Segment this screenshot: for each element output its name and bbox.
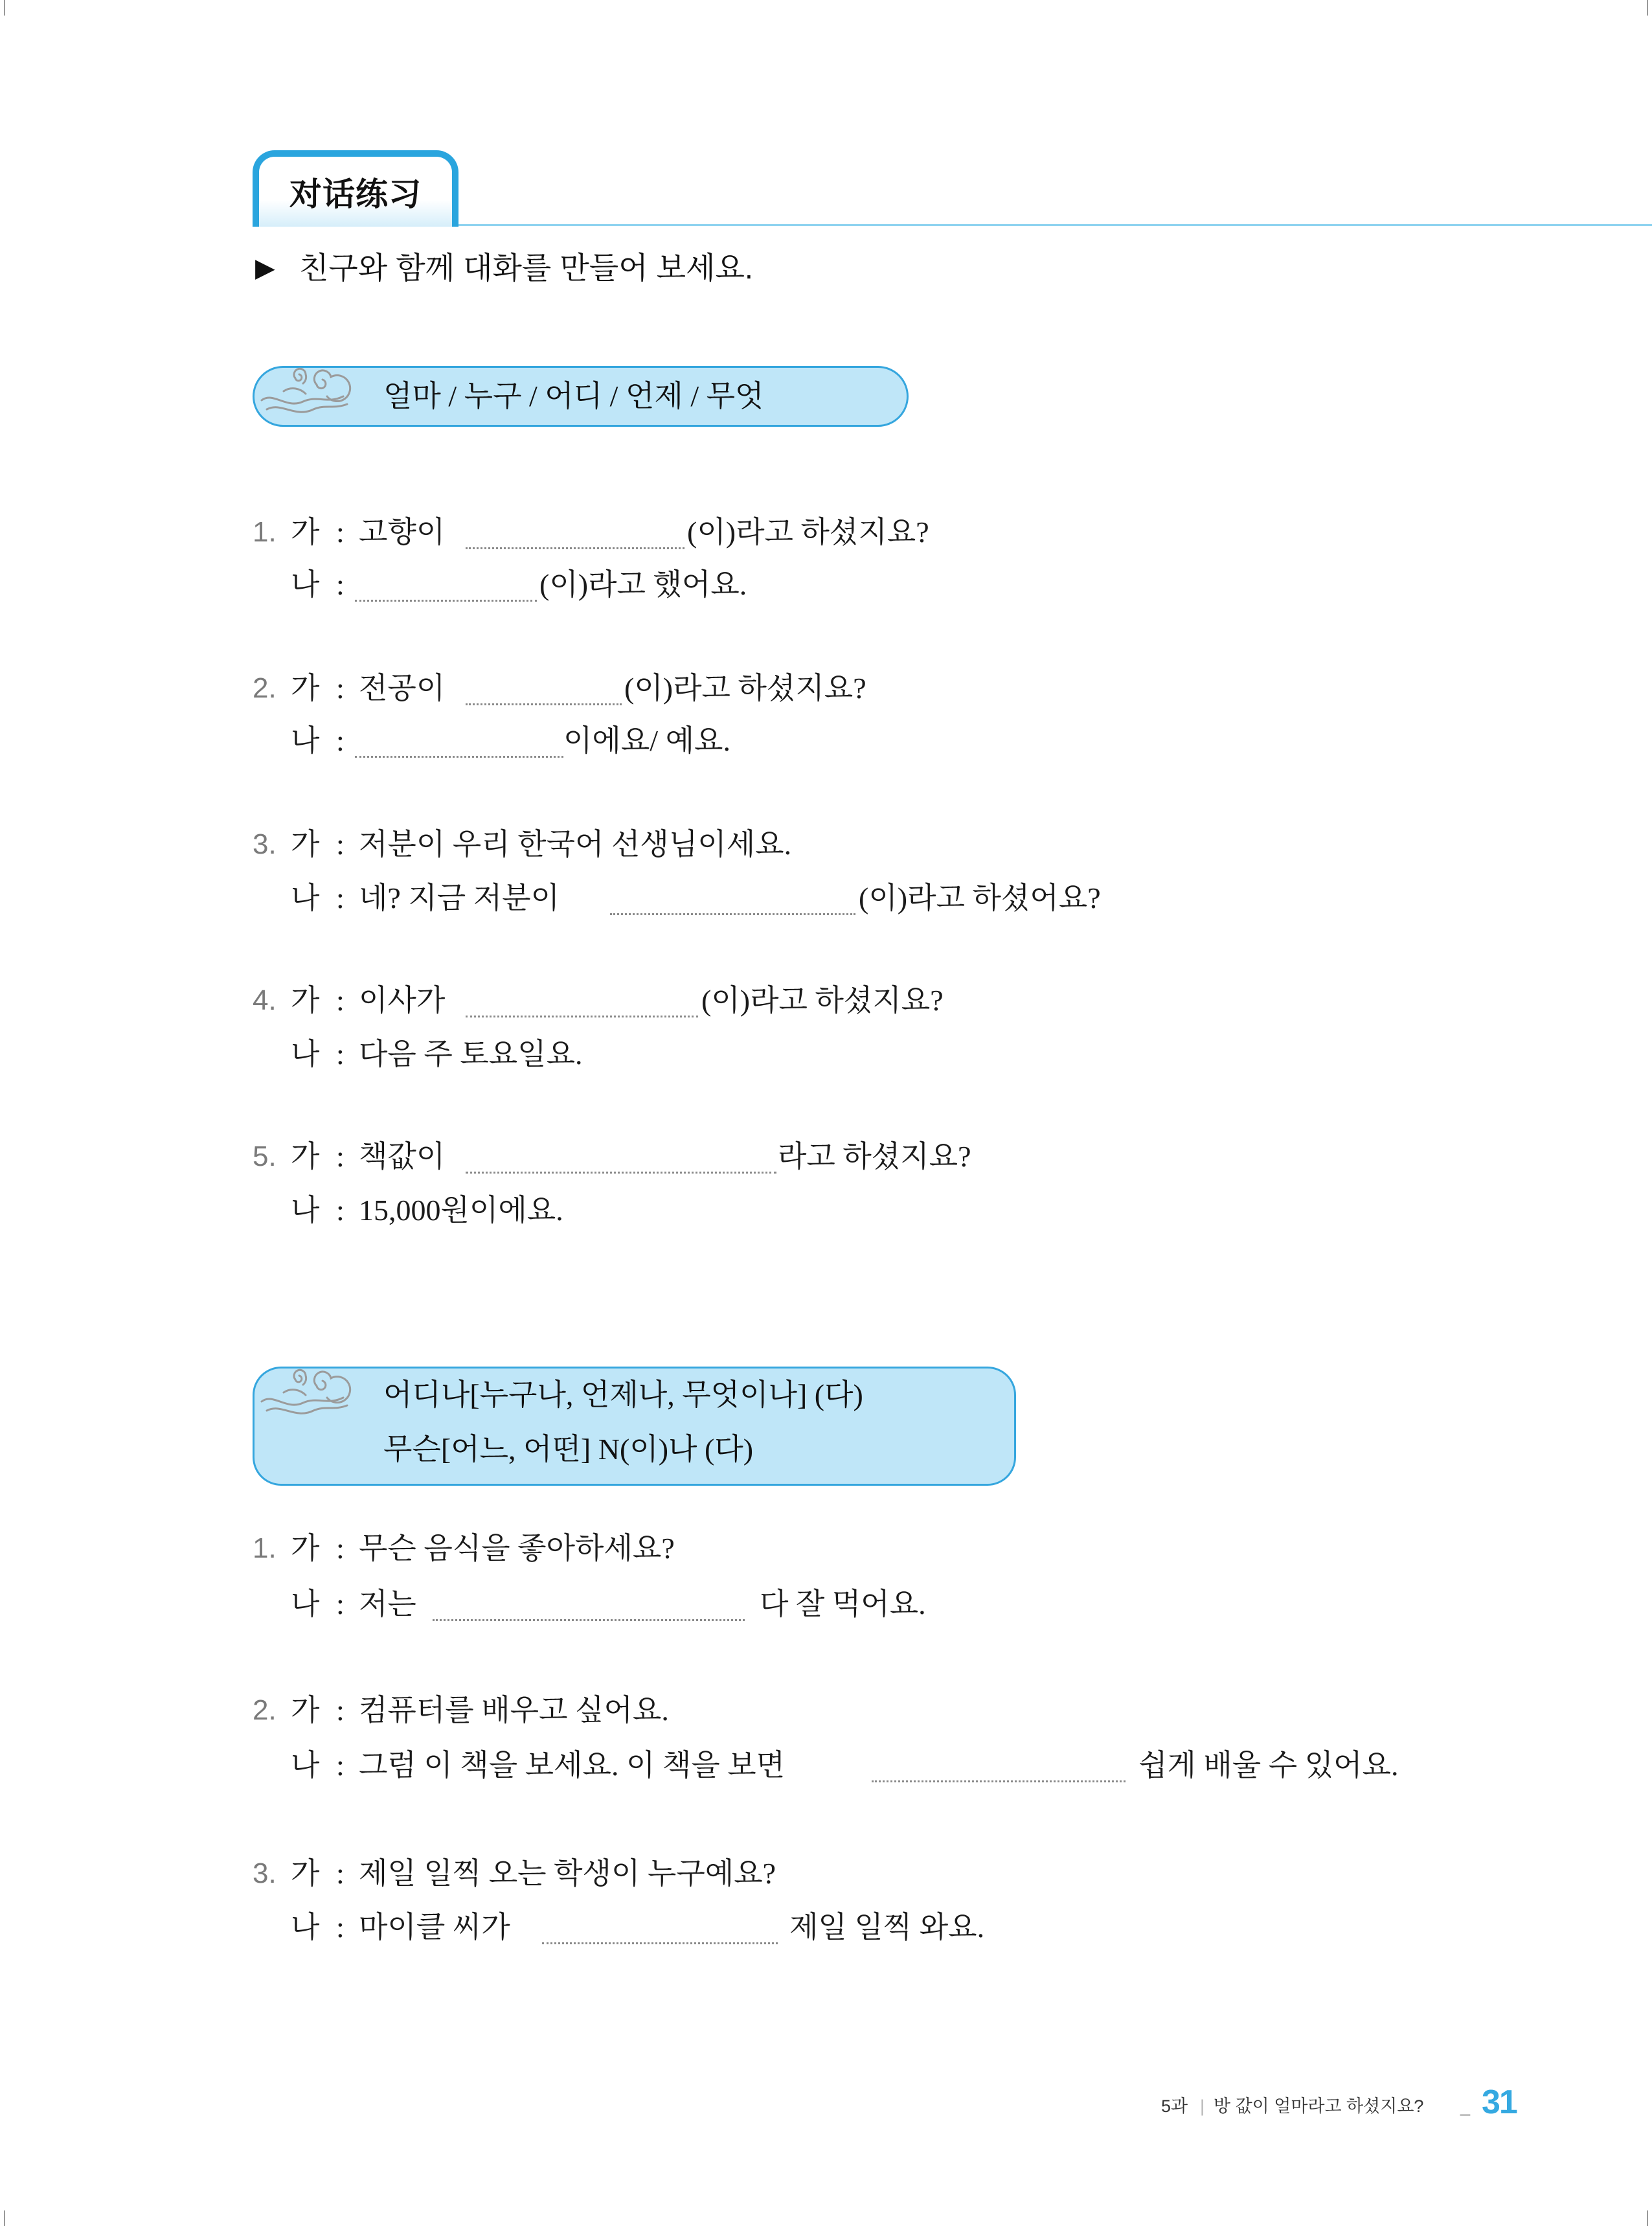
speaker-separator: : [336, 1911, 345, 1944]
exercise-line [0, 1137, 1652, 1176]
prompt-text-after: 라고 하셨지요? [778, 1140, 971, 1173]
answer-blank [610, 913, 855, 915]
section-tab-title: 对话练习 [289, 176, 422, 212]
exercise-line [0, 1035, 1652, 1074]
exercise-line [0, 981, 1652, 1020]
item-number: 2. [253, 672, 277, 704]
speaker-separator: : [336, 724, 345, 757]
speaker-separator: : [336, 672, 345, 705]
header-rule [458, 224, 1652, 226]
prompt-text: 다음 주 토요일요. [359, 1038, 583, 1071]
prompt-text-after: 제일 일찍 와요. [789, 1911, 985, 1944]
prompt-text: 책값이 [359, 1140, 446, 1173]
page-number: 31 [1482, 2084, 1517, 2121]
speaker-a: 가 [291, 516, 320, 549]
answer-blank [466, 1172, 776, 1174]
speaker-separator: : [336, 516, 345, 549]
speaker-separator: : [336, 1140, 345, 1173]
answer-blank [355, 600, 537, 602]
speaker-separator: : [336, 1694, 345, 1727]
exercise-line [0, 1908, 1652, 1947]
prompt-text: 컴퓨터를 배우고 싶어요. [359, 1694, 669, 1727]
crop-mark [4, 2210, 5, 2226]
exercise-line [0, 721, 1652, 760]
speaker-b: 나 [291, 881, 320, 914]
exercise-line [0, 565, 1652, 604]
speaker-b: 나 [291, 1587, 320, 1620]
section-tab [253, 150, 458, 227]
prompt-text: 전공이 [359, 672, 446, 705]
page-footer [0, 2084, 1652, 2126]
prompt-text-after: (이)라고 하셨지요? [701, 984, 944, 1017]
speaker-separator: : [336, 1532, 345, 1565]
prompt-text: 제일 일찍 오는 학생이 누구예요? [359, 1857, 776, 1890]
exercise-line [0, 1854, 1652, 1893]
exercise-line [0, 1585, 1652, 1624]
item-number: 3. [253, 1857, 277, 1889]
exercise-line [0, 1529, 1652, 1568]
speaker-separator: : [336, 984, 345, 1017]
answer-blank [433, 1619, 745, 1621]
speaker-separator: : [336, 1587, 345, 1620]
prompt-text: 네? 지금 저분이 [359, 881, 560, 914]
speaker-b: 나 [291, 568, 320, 601]
speaker-b: 나 [291, 1194, 320, 1227]
footer-divider: | [1200, 2096, 1205, 2116]
answer-blank [466, 547, 685, 549]
prompt-text: 저분이 우리 한국어 선생님이세요. [359, 828, 792, 861]
speaker-a: 가 [291, 828, 320, 861]
prompt-text: 고향이 [359, 516, 446, 549]
speaker-a: 가 [291, 1694, 320, 1727]
grammar-box-line-1: 어디나[누구나, 언제나, 무엇이나] (다) [383, 1378, 863, 1411]
speaker-separator: : [336, 828, 345, 861]
speaker-separator: : [336, 1038, 345, 1071]
exercise-line [0, 1191, 1652, 1230]
prompt-text: 마이클 씨가 [359, 1911, 510, 1944]
prompt-text-after: (이)라고 하셨지요? [624, 672, 866, 705]
prompt-text: 이사가 [359, 984, 446, 1017]
lesson-title: 방 값이 얼마라고 하셨지요? [1214, 2096, 1424, 2116]
item-number: 1. [253, 1532, 277, 1564]
exercise-line [0, 879, 1652, 918]
exercise-line [0, 1691, 1652, 1730]
answer-blank [542, 1942, 778, 1944]
footer-leader: _ [1460, 2096, 1471, 2116]
speaker-b: 나 [291, 1911, 320, 1944]
play-marker-icon: ▶ [255, 254, 275, 282]
answer-blank [872, 1780, 1126, 1782]
speaker-b: 나 [291, 1038, 320, 1071]
cloud-ornament-icon [258, 1360, 356, 1425]
crop-mark [4, 0, 5, 16]
prompt-text: 저는 [359, 1587, 416, 1620]
prompt-text-after: 다 잘 먹어요. [760, 1587, 926, 1620]
prompt-text-after: (이)라고 하셨어요? [859, 881, 1101, 914]
grammar-box-line-2: 무슨[어느, 어떤] N(이)나 (다) [383, 1433, 754, 1466]
cloud-ornament-icon [258, 359, 356, 424]
prompt-text-after: (이)라고 했어요. [539, 568, 747, 601]
item-number: 4. [253, 984, 277, 1016]
speaker-b: 나 [291, 1749, 320, 1782]
speaker-separator: : [336, 1749, 345, 1782]
speaker-separator: : [336, 568, 345, 601]
answer-blank [466, 703, 622, 705]
speaker-b: 나 [291, 724, 320, 757]
speaker-a: 가 [291, 1140, 320, 1173]
prompt-text: 그럼 이 책을 보세요. 이 책을 보면 [359, 1749, 786, 1782]
grammar-box [253, 1367, 1016, 1486]
item-number: 5. [253, 1141, 277, 1172]
exercise-line [0, 669, 1652, 708]
item-number: 1. [253, 516, 277, 548]
prompt-text: 15,000원이에요. [359, 1194, 563, 1227]
keyword-box-text: 얼마 / 누구 / 어디 / 언제 / 무엇 [383, 380, 764, 413]
prompt-text-after: (이)라고 하셨지요? [687, 516, 929, 549]
instruction [0, 249, 1652, 288]
item-number: 2. [253, 1694, 277, 1726]
speaker-a: 가 [291, 1532, 320, 1565]
speaker-separator: : [336, 881, 345, 914]
prompt-text-after: 쉽게 배울 수 있어요. [1138, 1749, 1399, 1782]
item-number: 3. [253, 828, 277, 860]
prompt-text-after: 이에요/ 예요. [563, 724, 730, 757]
crop-mark [1647, 0, 1648, 16]
prompt-text: 무슨 음식을 좋아하세요? [359, 1532, 675, 1565]
crop-mark [1647, 2210, 1648, 2226]
lesson-number: 5과 [1161, 2096, 1188, 2116]
speaker-separator: : [336, 1194, 345, 1227]
speaker-a: 가 [291, 984, 320, 1017]
answer-blank [355, 756, 563, 758]
exercise-line [0, 513, 1652, 552]
answer-blank [466, 1016, 698, 1017]
speaker-a: 가 [291, 672, 320, 705]
exercise-line [0, 1746, 1652, 1785]
speaker-a: 가 [291, 1857, 320, 1890]
exercise-line [0, 825, 1652, 864]
instruction-text: 친구와 함께 대화를 만들어 보세요. [299, 251, 753, 285]
speaker-separator: : [336, 1857, 345, 1890]
